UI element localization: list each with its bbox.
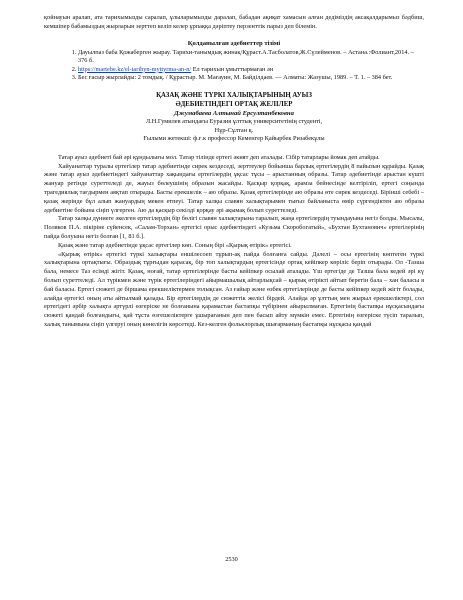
article-title-line-2: ӘДЕБИЕТІНДЕГІ ОРТАҚ ЖЕЛІЛЕР [175,100,293,108]
article-title-line-1: ҚАЗАҚ ЖӘНЕ ТҮРКІ ХАЛЫҚТАРЫНЫҢ АУЫЗ [156,91,312,99]
reference-item: 2. https://martebe.kz/el-tarihyn-myttyrma-an-n/ Ел тарихын ұмыттырмаған ән [78,66,424,75]
body-paragraph-1: Татар ауыз әдебиеті бай әрі құндылығы мол. Татар тілінде ертегі әкият деп аталады. Сібір татарлары йомак деп атайды. [58,153,380,161]
reference-item: 1. Дауылпаз баба Қожаберген жырау. Тарихи-танымдық жинақ/Құраст.А.Тасболатов,Ж.Сүлейменов. – Астана.:Фолиант,2014. – 376 б. [78,49,424,66]
body-paragraph-4: Қазақ және татар әдебиетінде ұқсас ертегілер көп. Соның бірі «Қырық өтірік» ертегісі. [58,241,292,249]
page-number: 2530 [225,556,238,563]
body-paragraph-3: Татар халқы дүниеге әкелген ертегілердің бір бөлігі славян халықтарына таралып, жаңа ертегілердің туындауына негіз болды. Мысалы, Поляков П.А. пікіріне сүйенсек, «Салам-Торхан» ертегісі орыс әдебиетіндегі «Кузьма Скоробогатый», «Бухтан Бухтанович» ертегілерінің пайда болуына негіз болған [1, 81 б.]. [44,215,424,240]
reference-link[interactable]: https://martebe.kz/el-tarihyn-myttyrma-an-n/ [78,65,192,73]
reference-item: 3. Бес ғасыр жырлайды: 2 томдық. / Құрастыр. М. Мағауин, М. Байділдаев. — Алматы: Жазушы, 1989. – Т. 1. – 384 бет. [78,74,424,83]
intro-paragraph: қойнауын аралап, ата тарихымызды саралап, ұлыларымызды даралап, бабадан ақиқат хамасын алған дедіміздің аксақалдарымыз бәдбиш, кемшіпер бабамыздың жырларын зерттеп келіп келер ұрпаққа дәріптеу перзенттік парыз деп білемін. [44,14,424,30]
body-paragraph-2: Хайуанаттар туралы ертегілер татар әдебиетінде сирек кездеседі, зерттеулер бойынша барлық ертегілердің 8 пайызын құрайды. Қазақ және татар ауыз әдебиетіндегі хайуанаттар хақындағы ертегілердің ұқсас тұсы – арыстанның образы. Татар әдебиетінде арыстан күшті жануар ретінде суреттеледі де, жауыз бөлеушінің образын жасайды. Қасқыр қорқақ, арамза бейнесінде келтіріліп, ертегі соңында трагедиялық тағдырмен аяқтап отырады. Басты ерекшелік – аю образы. Қазақ ертегілерінде аю образы өте сирек кездеседі. Бірінші себебі – қазақ жерінде бұл алып жануардың мекен етпеуі. Татар халқы славян халықтарымен тығыз байланыста өмір сүргендіктен аю образы әдебиетіне бойына сіңіп үлгерген. Аю да қасқыр секілді қорқау әрі ақымақ болып суреттеледі. [44,162,424,214]
author-name: Джумабаева Алтынай Ерсултанбековна [174,109,294,117]
body-paragraph-5: «Қырық өтірік» ертегісі түркі халықтары еншілесоеп тұрып-ақ пайда болғанға сайды. Дәлелі – осы ертегінің көптеген түркі халықтарына ортақтығы. Образдық тұрғыдан қарасақ, бір топ халықтардың ертегісінде ортақ кейіпкер көріліс беріп отырады. Ол -Тазша бала, немесе Таз есімді жігіт. Қазақ, ноғай, татар ертегілерінде басты кейіпкер осылай аталады. Үш ертегіде де Тазша бала кедей әрі кү болып суреттеледі. Ал түрікмен және түрік ертегілеріндегі айырмашылық айтарлықсай – қырық өтірікті айтып беретін бала – хан баласы я бай баласы. Ертегі сюжеті де біршама ерекшеліктермен толықсан. Аз ғайыр және өзбек ертегілерінде де басты кейіпкер кедей жігіт болады, алайда ертегісі оның аты айтылмай қалады. Бір ертегілердің де сюжеттік желісі бірдей. Алайда әр ұлттың мен жырыл ерекшеліктері, сол ертегідегі әрбір халықта әртүрлі өзгеріске не болғанына қарамастан бастапқы түбірінен айырылмаған. Ертегінің бастапқы нұсқасындағы сюжеті қандай болғандығы, қай тұста өзгешеліктерге ұшырағанын деп пен басып айту мүмкін емес. Ертегінің өзгеріске түсіп таралып, халық танымына сіңіп үлгеруі оның көнелігін көрсетеді. Кез-келген фольклорлық шығарманың бастапқы нұсқасы қандай [44,250,424,328]
document-page [44,14,424,330]
references-title: Қолданылған әдебиеттер тізімі [187,39,281,47]
author-city: Нұр-Сұлтан қ. [214,126,254,134]
author-affiliation: Л.Н.Гумилев атындағы Еуразия ұлттық университетінің студенті, [145,117,323,125]
supervisor: Ғылыми жетекші: ф.ғ.к профессор Кеменгер Қайырбек Ризабекұлы [143,135,325,143]
references-list [44,49,424,83]
